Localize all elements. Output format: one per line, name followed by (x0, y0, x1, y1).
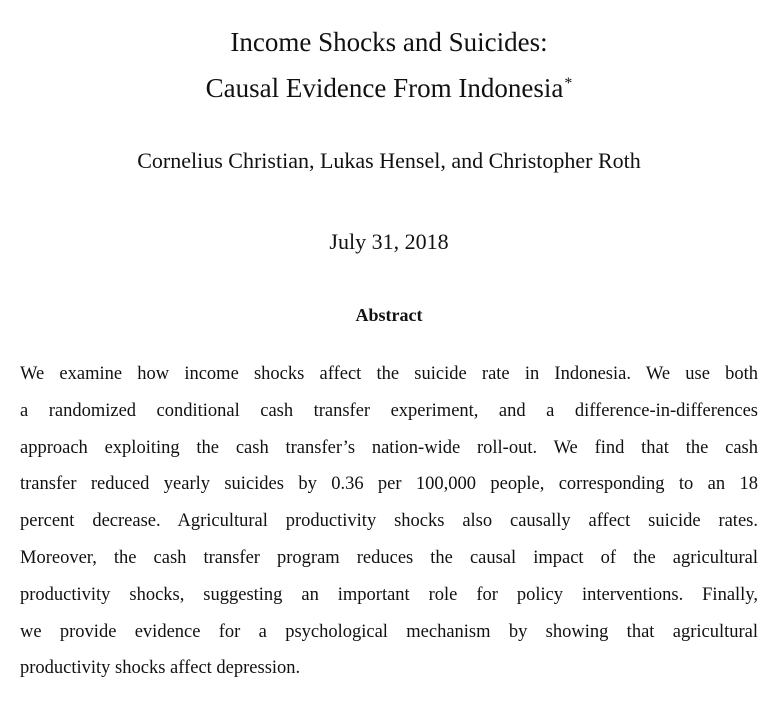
abstract-line: Moreover, the cash transfer program reduces the causal impact of the agricultural (20, 547, 758, 568)
abstract-body (20, 356, 758, 687)
abstract-line: percent decrease. Agricultural productivity shocks also causally affect suicide rates. (20, 511, 758, 532)
abstract-line: a randomized conditional cash transfer experiment, and a difference-in-differences (20, 400, 758, 421)
paper-title-text-2: Causal Evidence From Indonesia (205, 73, 564, 103)
title-footnote-mark: * (564, 75, 573, 92)
abstract-line-last: productivity shocks affect depression. (20, 658, 301, 679)
abstract-line: approach exploiting the cash transfer’s nation-wide roll-out. We find that the cash (20, 437, 758, 458)
paper-title-line-1 (0, 25, 778, 59)
abstract-line: we provide evidence for a psychological mechanism by showing that agricultural (20, 621, 758, 642)
paper-title-text-1: Income Shocks and Suicides: (230, 27, 548, 57)
paper-title-line-2 (0, 71, 778, 105)
abstract-heading: Abstract (355, 305, 423, 325)
abstract-line: transfer reduced yearly suicides by 0.36 per 100,000 people, corresponding to an 18 (20, 474, 758, 495)
abstract-line: productivity shocks, suggesting an important role for policy interventions. Finally, (20, 584, 758, 605)
abstract-line: We examine how income shocks affect the suicide rate in Indonesia. We use both (20, 364, 758, 384)
paper-date: July 31, 2018 (329, 229, 449, 254)
paper-authors: Cornelius Christian, Lukas Hensel, and Christopher Roth (137, 148, 641, 173)
